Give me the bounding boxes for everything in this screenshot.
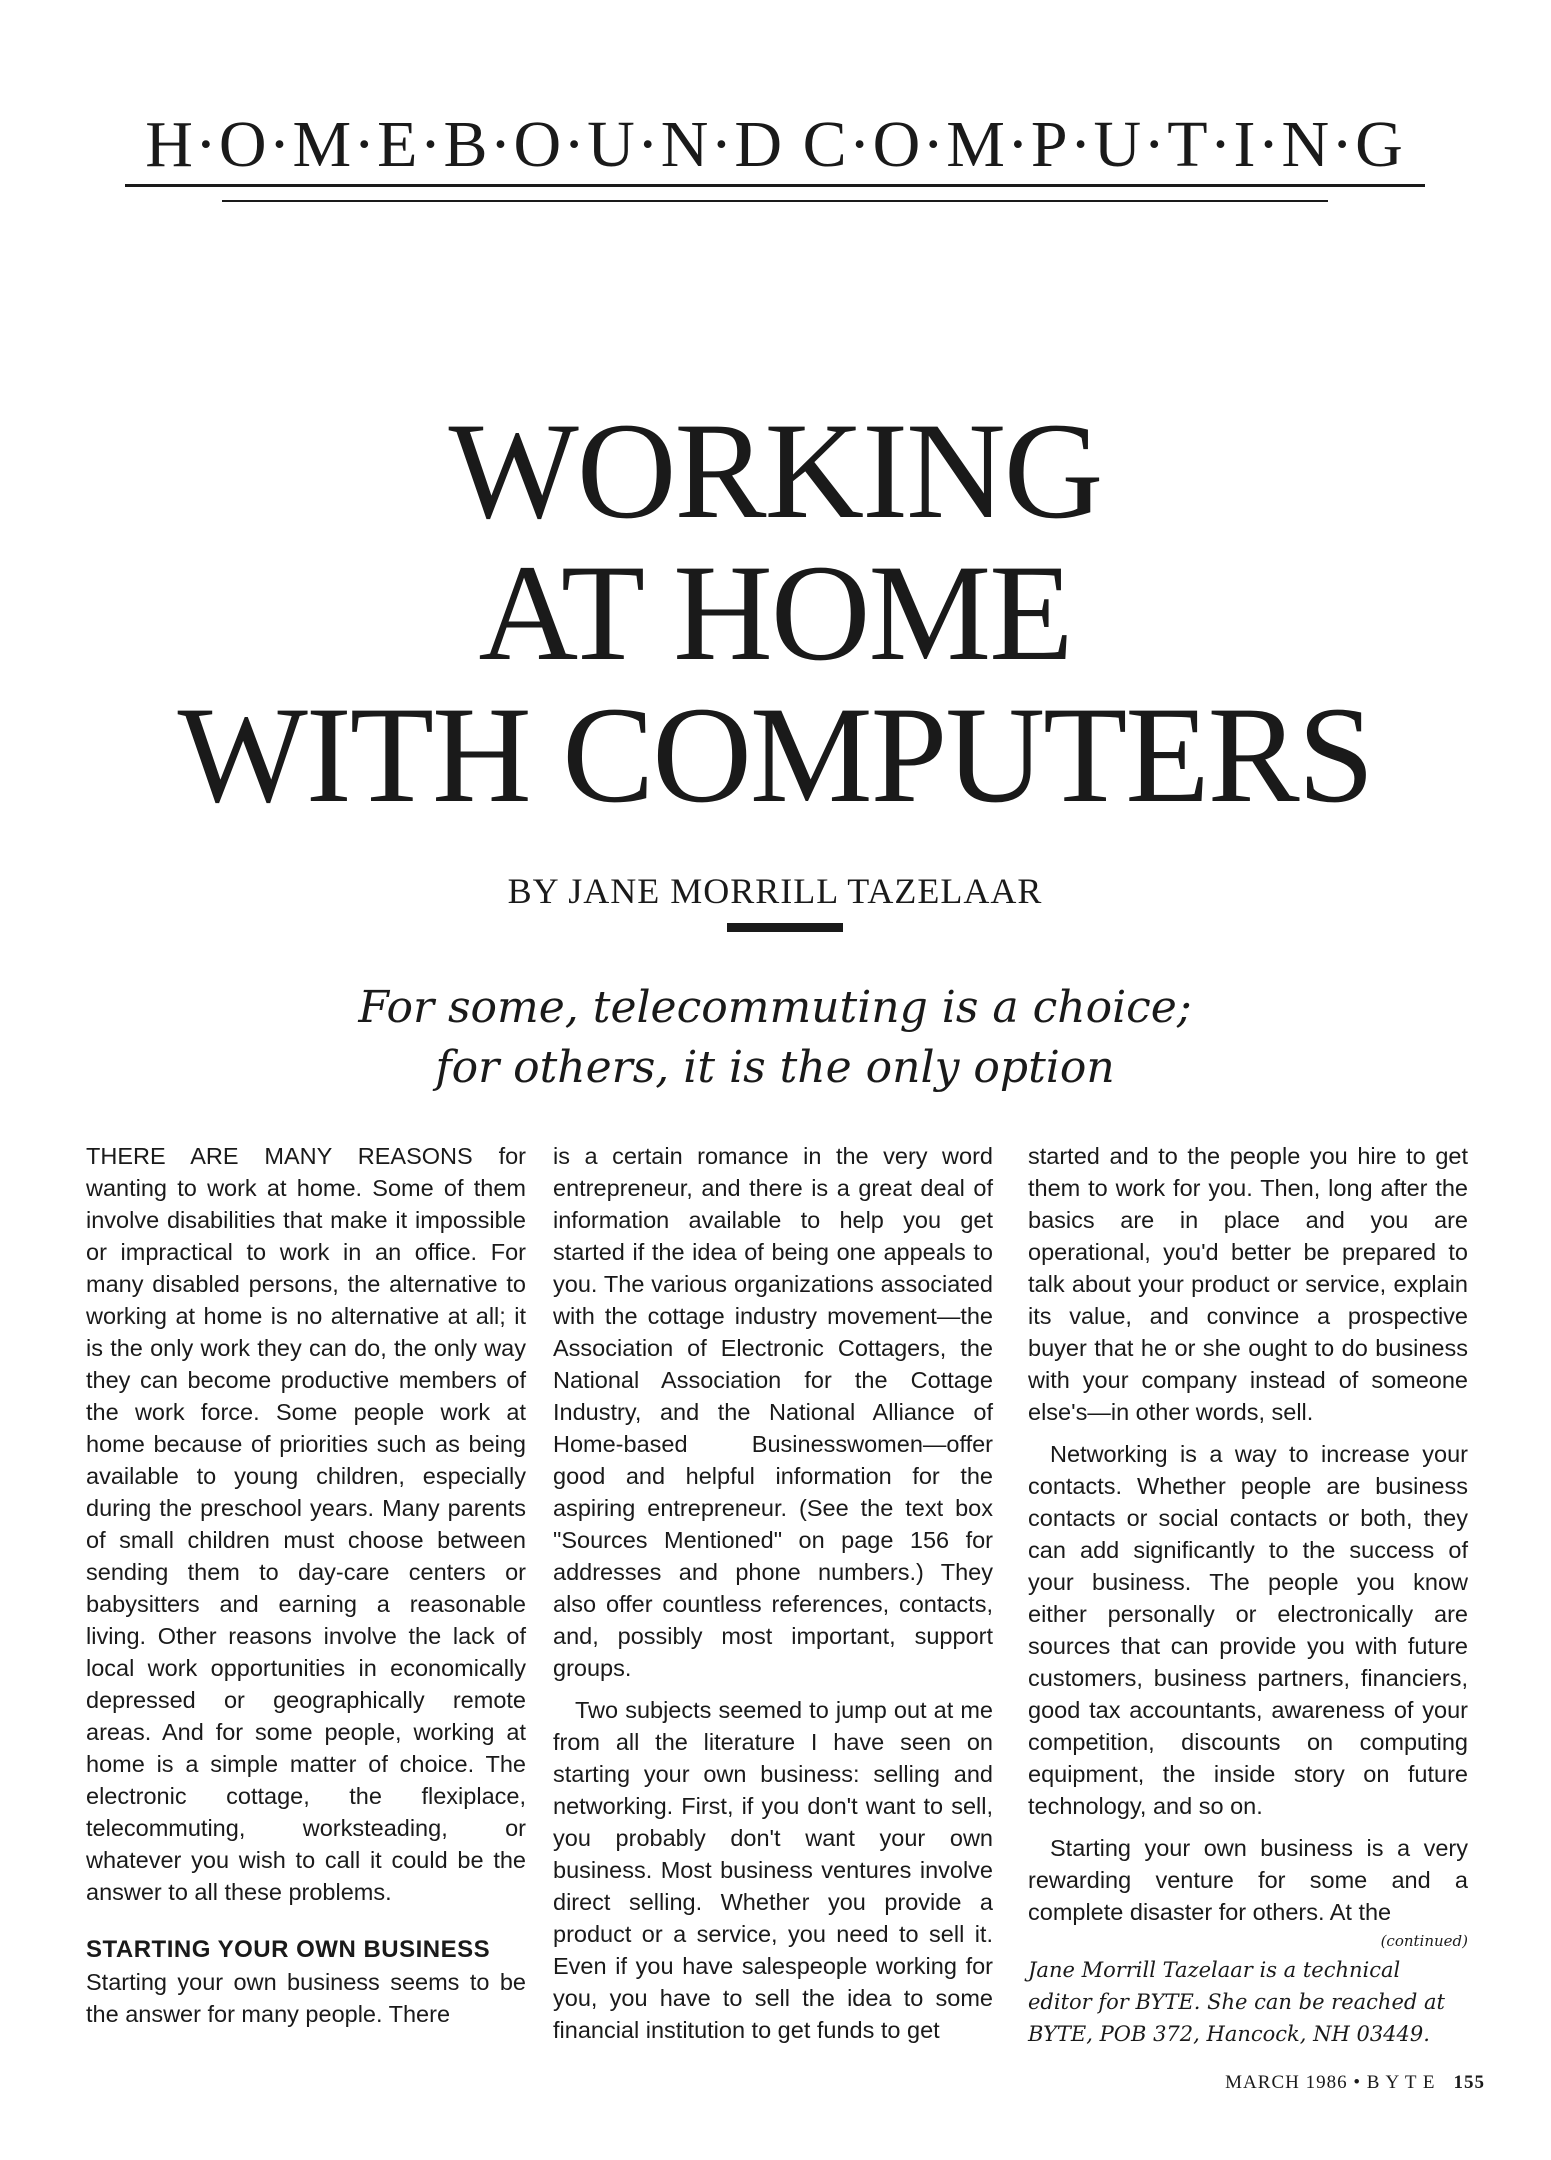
body-column-2 — [553, 1140, 993, 2046]
header-rule-top — [125, 184, 1425, 187]
deck-line-1: For some, telecommuting is a choice; — [358, 982, 1192, 1033]
section-heading: STARTING YOUR OWN BUSINESS — [86, 1936, 491, 1963]
page-footer — [1225, 2072, 1485, 2094]
issue-label: MARCH 1986 • B Y T E — [1225, 2072, 1436, 2093]
article-title — [100, 394, 1450, 831]
title-line-3: WITH COMPUTERS — [177, 678, 1373, 831]
body-paragraph: started and to the people you hire to get them to work for you. Then, long after the basics are in place and you are operational, you'd better be prepared to talk about your product or service, explain its value, and convince a prospective buyer that he or she ought to do business with your company instead of someone else's—in other words, sell. — [1028, 1143, 1468, 1425]
author-bio: Jane Morrill Tazelaar is a technical editor for BYTE. She can be reached at BYTE, POB 372, Hancock, NH 03449. — [1028, 1958, 1445, 2046]
deck-line-2: for others, it is the only option — [435, 1042, 1115, 1093]
body-column-3 — [1028, 1140, 1468, 2050]
body-paragraph: Two subjects seemed to jump out at me from all the literature I have seen on starting your own business: selling and networking. First, if you don't want to sell, you probably don't want your own business. Most business ventures involve direct selling. Whether you provide a product or a service, you need to sell it. Even if you have salespeople working for you, you have to sell the idea to some financial institution to get funds to get — [553, 1697, 993, 2043]
title-line-2: AT HOME — [478, 536, 1072, 689]
article-deck — [200, 978, 1350, 1098]
byline-divider — [727, 923, 843, 932]
title-line-1: WORKING — [448, 394, 1102, 547]
body-paragraph: THERE ARE MANY REASONS for wanting to work at home. Some of them involve disabilities that make it impossible or impractical to work in an office. For many disabled persons, the alternative to working at home is no alternative at all; it is the only work they can do, the only way they can become productive members of the work force. Some people work at home because of priorities such as being available to young children, especially during the preschool years. Many parents of small children must choose between sending them to day-care centers or babysitters and earning a reasonable living. Other reasons involve the lack of local work opportunities in economically depressed or geographically remote areas. And for some people, working at home is a simple matter of choice. The electronic cottage, the flexiplace, telecommuting, worksteading, or whatever you wish to call it could be the answer to all these problems. — [86, 1143, 526, 1905]
body-paragraph: Starting your own business is a very rewarding venture for some and a complete disaster for others. At the — [1028, 1835, 1468, 1925]
body-paragraph: Networking is a way to increase your contacts. Whether people are business contacts or social contacts or both, they can add significantly to the success of your business. The people you know either personally or electronically are sources that can provide you with future customers, business partners, financiers, good tax accountants, awareness of your competition, discounts on computing equipment, the inside story on future technology, and so on. — [1028, 1441, 1468, 1819]
page-number: 155 — [1453, 2072, 1485, 2093]
body-paragraph: Starting your own business seems to be the answer for many people. There — [86, 1969, 526, 2027]
section-header: H·O·M·E·B·O·U·N·D C·O·M·P·U·T·I·N·G — [145, 108, 1405, 181]
header-rule-bottom — [222, 200, 1328, 202]
byline: BY JANE MORRILL TAZELAAR — [507, 871, 1043, 911]
body-paragraph: is a certain romance in the very word entrepreneur, and there is a great deal of information available to help you get started if the idea of being one appeals to you. The various organizations associated with the cottage industry movement—the Association of Electronic Cottagers, the National Association for the Cottage Industry, and the National Alliance of Home-based Businesswomen—offer good and helpful information for the aspiring entrepreneur. (See the text box "Sources Mentioned" on page 156 for addresses and phone numbers.) They also offer countless references, contacts, and, possibly most important, support groups. — [553, 1143, 993, 1681]
continued-marker: (continued) — [1380, 1932, 1468, 1950]
body-column-1 — [86, 1140, 526, 2030]
